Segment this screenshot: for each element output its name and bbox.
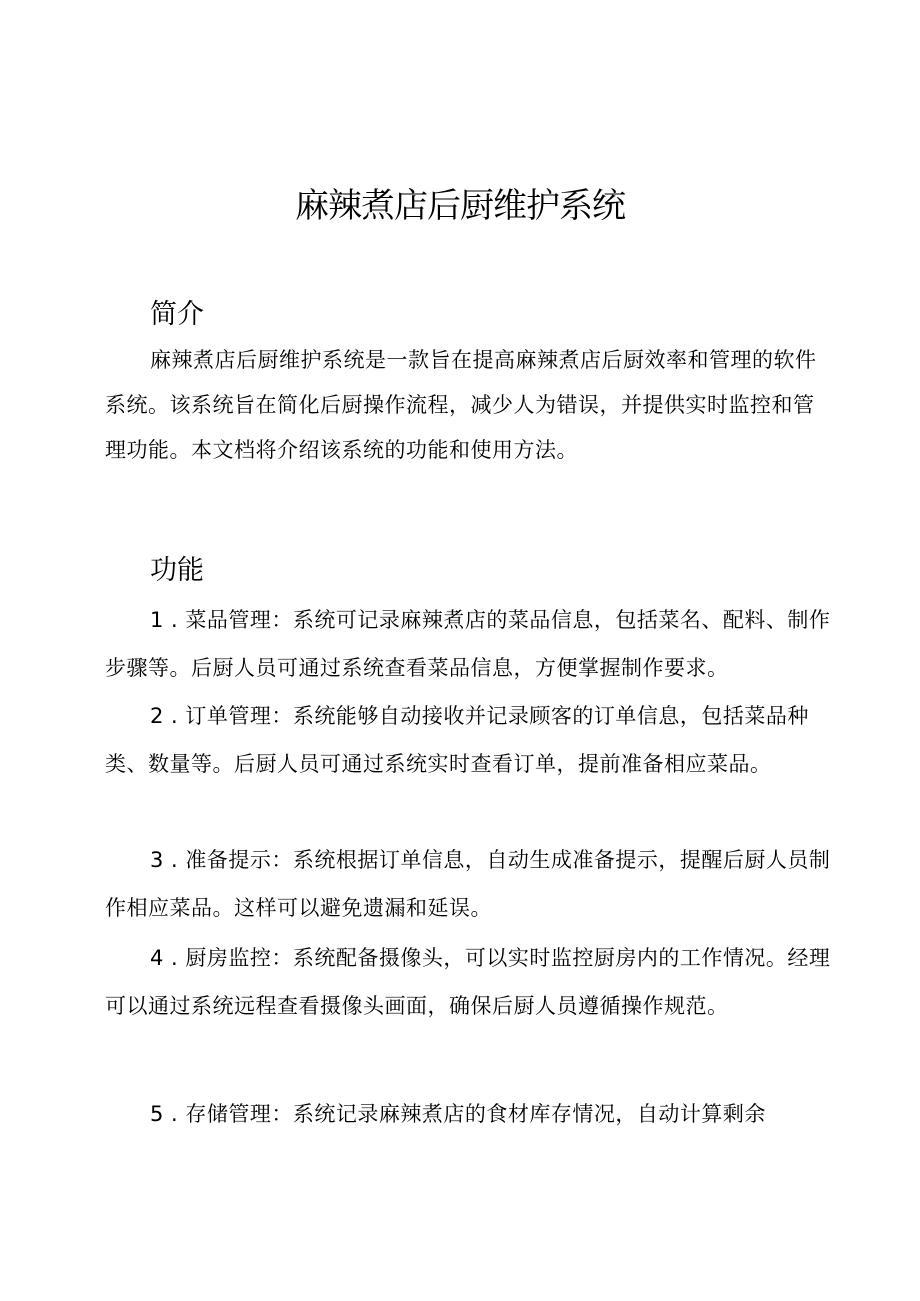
intro-paragraph: 麻辣煮店后厨维护系统是一款旨在提高麻辣煮店后厨效率和管理的软件系统。该系统旨在简化后厨操作流程，减少人为错误，并提供实时监控和管理功能。本文档将介绍该系统的功能和使用方法。 (105, 348, 817, 462)
feature-item-1: 1 . 菜品管理：系统可记录麻辣煮店的菜品信息，包括菜名、配料、制作步骤等。后厨人员可通过系统查看菜品信息，方便掌握制作要求。 (105, 608, 831, 680)
section-heading-intro: 简介 (150, 299, 204, 330)
feature-item-5: 5 . 存储管理：系统记录麻辣煮店的食材库存情况，自动计算剩余 (150, 1102, 766, 1126)
section-heading-features: 功能 (150, 555, 204, 586)
document-title: 麻辣煮店后厨维护系统 (295, 186, 625, 226)
feature-item-2: 2 . 订单管理：系统能够自动接收并记录顾客的订单信息，包括菜品种类、数量等。后厨人员可通过系统实时查看订单，提前准备相应菜品。 (105, 704, 809, 776)
feature-item-4: 4 . 厨房监控：系统配备摄像头，可以实时监控厨房内的工作情况。经理可以通过系统远程查看摄像头画面，确保后厨人员遵循操作规范。 (105, 946, 831, 1018)
feature-item-3: 3 . 准备提示：系统根据订单信息，自动生成准备提示，提醒后厨人员制作相应菜品。这样可以避免遗漏和延误。 (105, 848, 831, 920)
